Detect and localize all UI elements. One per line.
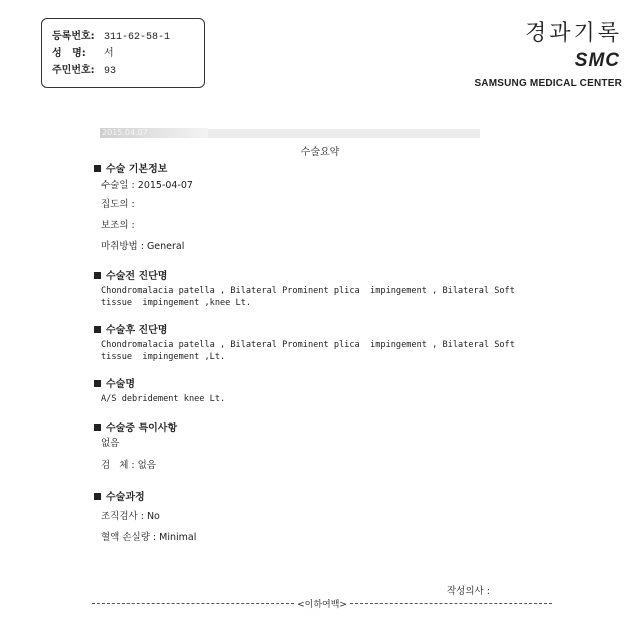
square-bullet-icon bbox=[94, 326, 101, 333]
document-title: 경과기록 bbox=[524, 21, 622, 46]
intraop-findings-text: 없음 bbox=[101, 438, 120, 449]
section-postop-diagnosis-heading bbox=[94, 323, 554, 339]
date-header-strip: 2015.04.07 bbox=[100, 128, 208, 138]
dashed-line-right bbox=[350, 603, 552, 604]
patient-info-box bbox=[41, 18, 205, 88]
section-title: 수술후 진단명 bbox=[106, 325, 168, 336]
name-row bbox=[52, 44, 204, 61]
end-of-record-line bbox=[92, 597, 552, 610]
section-operation-name-heading bbox=[94, 377, 554, 393]
spacer bbox=[94, 405, 554, 421]
section-title: 수술명 bbox=[106, 379, 135, 390]
hospital-name: SAMSUNG MEDICAL CENTER bbox=[474, 78, 622, 89]
summary-title: 수술요약 bbox=[300, 147, 340, 158]
section-intraop-findings-heading bbox=[94, 421, 554, 437]
smc-logo: SMC bbox=[574, 50, 620, 71]
section-title: 수술중 특이사항 bbox=[106, 423, 178, 434]
preop-diagnosis-text: Chondromalacia patella , Bilateral Prominent plica impingement , Bilateral Soft tissue impingement ,knee Lt. bbox=[101, 286, 515, 308]
specimen: 검 체 : 없음 bbox=[101, 460, 157, 471]
surgery-date: 수술일 : 2015-04-07 bbox=[101, 180, 193, 191]
registration-label: 등록번호: bbox=[52, 31, 95, 42]
end-of-record-text: <이하여백> bbox=[297, 600, 347, 610]
spacer bbox=[94, 257, 554, 269]
header-strip-background bbox=[208, 129, 480, 138]
section-title: 수술전 진단명 bbox=[106, 271, 168, 282]
biopsy: 조직검사 : No bbox=[101, 511, 160, 522]
spacer bbox=[94, 476, 554, 490]
anesthesia-method: 마취방법 : General bbox=[101, 241, 185, 252]
section-preop-diagnosis-heading bbox=[94, 269, 554, 285]
postop-diagnosis-text: Chondromalacia patella , Bilateral Prominent plica impingement , Bilateral Soft tissue impingement ,Lt. bbox=[101, 340, 515, 362]
spacer bbox=[94, 309, 554, 323]
section-procedure-heading bbox=[94, 490, 554, 506]
square-bullet-icon bbox=[94, 272, 101, 279]
section-title: 수술과정 bbox=[106, 492, 145, 503]
author-doctor: 작성의사 : bbox=[447, 586, 490, 597]
rrn-label: 주민번호: bbox=[52, 65, 95, 76]
square-bullet-icon bbox=[94, 380, 101, 387]
surgeon: 집도의 : bbox=[101, 199, 135, 210]
square-bullet-icon bbox=[94, 493, 101, 500]
operation-name-text: A/S debridement knee Lt. bbox=[101, 394, 226, 404]
spacer bbox=[94, 363, 554, 377]
name-label: 성 명: bbox=[52, 48, 86, 59]
surgery-summary bbox=[94, 162, 554, 548]
rrn-row bbox=[52, 61, 204, 78]
section-title: 수술 기본정보 bbox=[106, 164, 168, 175]
patient-name: 서 bbox=[104, 49, 114, 60]
assistant: 보조의 : bbox=[101, 220, 135, 231]
blood-loss: 혈액 손실량 : Minimal bbox=[101, 532, 197, 543]
registration-number: 311-62-58-1 bbox=[104, 32, 171, 43]
rrn-value: 93 bbox=[104, 66, 117, 77]
square-bullet-icon bbox=[94, 424, 101, 431]
dashed-line-left bbox=[92, 603, 294, 604]
square-bullet-icon bbox=[94, 165, 101, 172]
registration-row bbox=[52, 27, 204, 44]
section-basic-info-heading bbox=[94, 162, 554, 178]
